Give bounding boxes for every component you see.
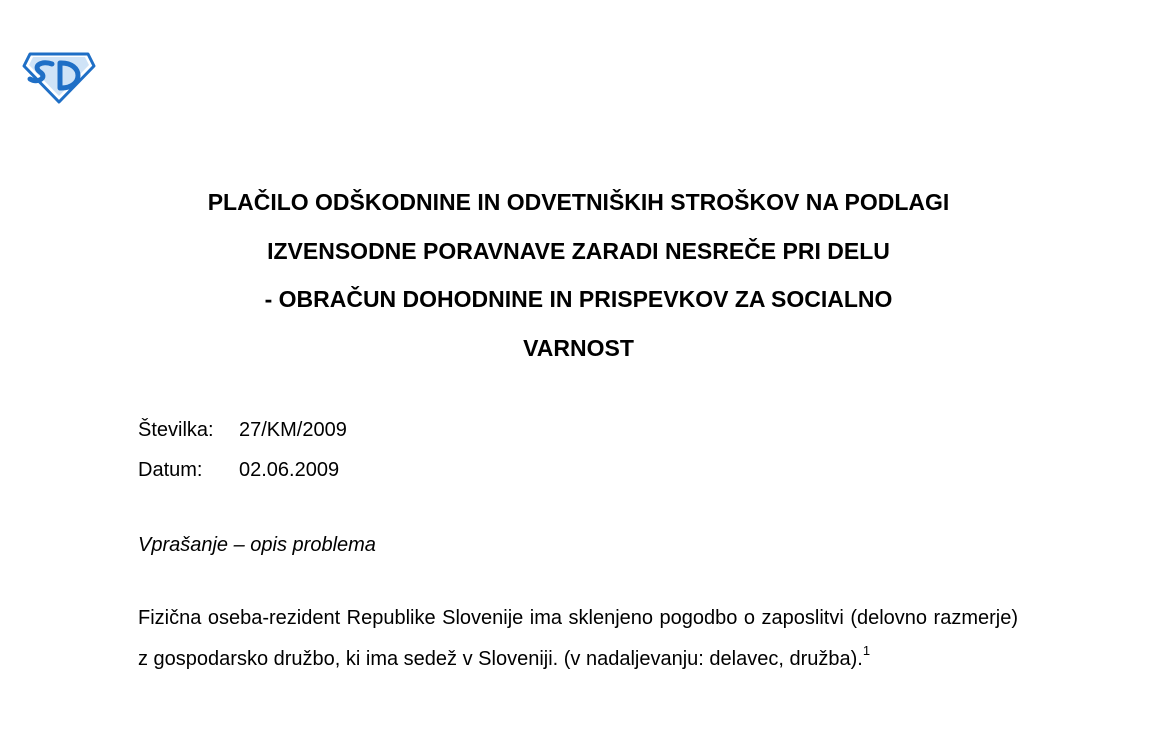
problem-paragraph [138, 598, 1018, 681]
sd-logo [22, 48, 96, 104]
document-title [120, 178, 1037, 372]
date-label: Datum: [138, 459, 203, 481]
date-row [138, 450, 347, 490]
title-line-4: VARNOST [523, 334, 634, 361]
number-label: Številka: [138, 419, 214, 441]
document-meta [138, 410, 347, 490]
date-value: 02.06.2009 [239, 459, 340, 481]
number-row [138, 410, 347, 450]
sd-shield-logo-icon [22, 48, 96, 104]
footnote-marker[interactable]: 1 [862, 643, 871, 658]
title-line-2: IZVENSODNE PORAVNAVE ZARADI NESREČE PRI DELU [267, 237, 890, 264]
title-line-1: PLAČILO ODŠKODNINE IN ODVETNIŠKIH STROŠKOV NA PODLAGI [207, 189, 950, 215]
question-heading: Vprašanje – opis problema [138, 534, 376, 556]
paragraph-text: Fizična oseba-rezident Republike Slovenije ima sklenjeno pogodbo o zaposlitvi (delovno razmerje) z gospodarsko družbo, ki ima sedež v Sloveniji. (v nadaljevanju: delavec, družba). [138, 607, 1018, 670]
title-line-3: - OBRAČUN DOHODNINE IN PRISPEVKOV ZA SOCIALNO [264, 286, 893, 312]
number-value: 27/KM/2009 [239, 419, 347, 441]
